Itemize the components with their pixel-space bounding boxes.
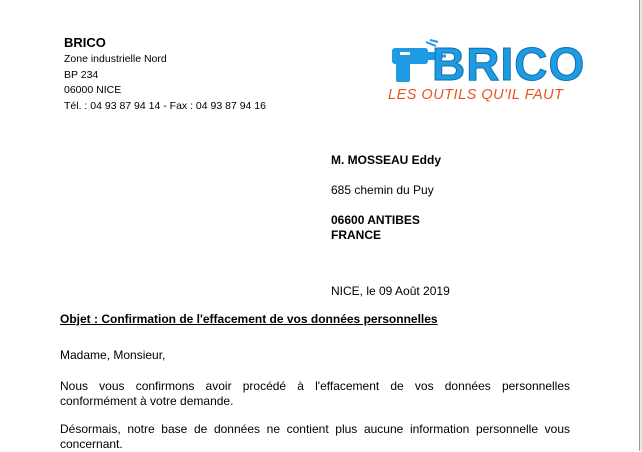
logo-wordmark: BRICO	[432, 38, 586, 90]
recipient-name: M. MOSSEAU Eddy	[331, 153, 442, 167]
sender-line-zone: Zone industrielle Nord	[64, 53, 167, 65]
sender-line-city: 06000 NICE	[64, 84, 122, 96]
recipient-block	[331, 153, 441, 242]
greeting: Madame, Monsieur,	[60, 348, 166, 362]
recipient-country: FRANCE	[331, 228, 381, 242]
logo-tagline: LES OUTILS QU'IL FAUT	[388, 87, 564, 103]
sender-line-phone: Tél. : 04 93 87 94 14 - Fax : 04 93 87 94 16	[64, 99, 266, 112]
paragraph-database: Désormais, notre base de données ne contient plus aucune information personnelle vous concernant.	[60, 422, 570, 451]
sender-name: BRICO	[64, 35, 106, 50]
paragraph-confirmation: Nous vous confirmons avoir procédé à l'effacement de vos données personnelles conformément à votre demande.	[60, 379, 570, 408]
recipient-address: 685 chemin du Puy	[331, 183, 434, 197]
letter-date: NICE, le 09 Août 2019	[331, 284, 450, 298]
recipient-city: 06600 ANTIBES	[331, 213, 420, 227]
brico-logo	[386, 38, 608, 104]
sender-line-bp: BP 234	[64, 68, 99, 81]
sender-block	[64, 34, 266, 114]
letter-subject: Objet : Confirmation de l'effacement de vos données personnelles	[60, 312, 438, 326]
